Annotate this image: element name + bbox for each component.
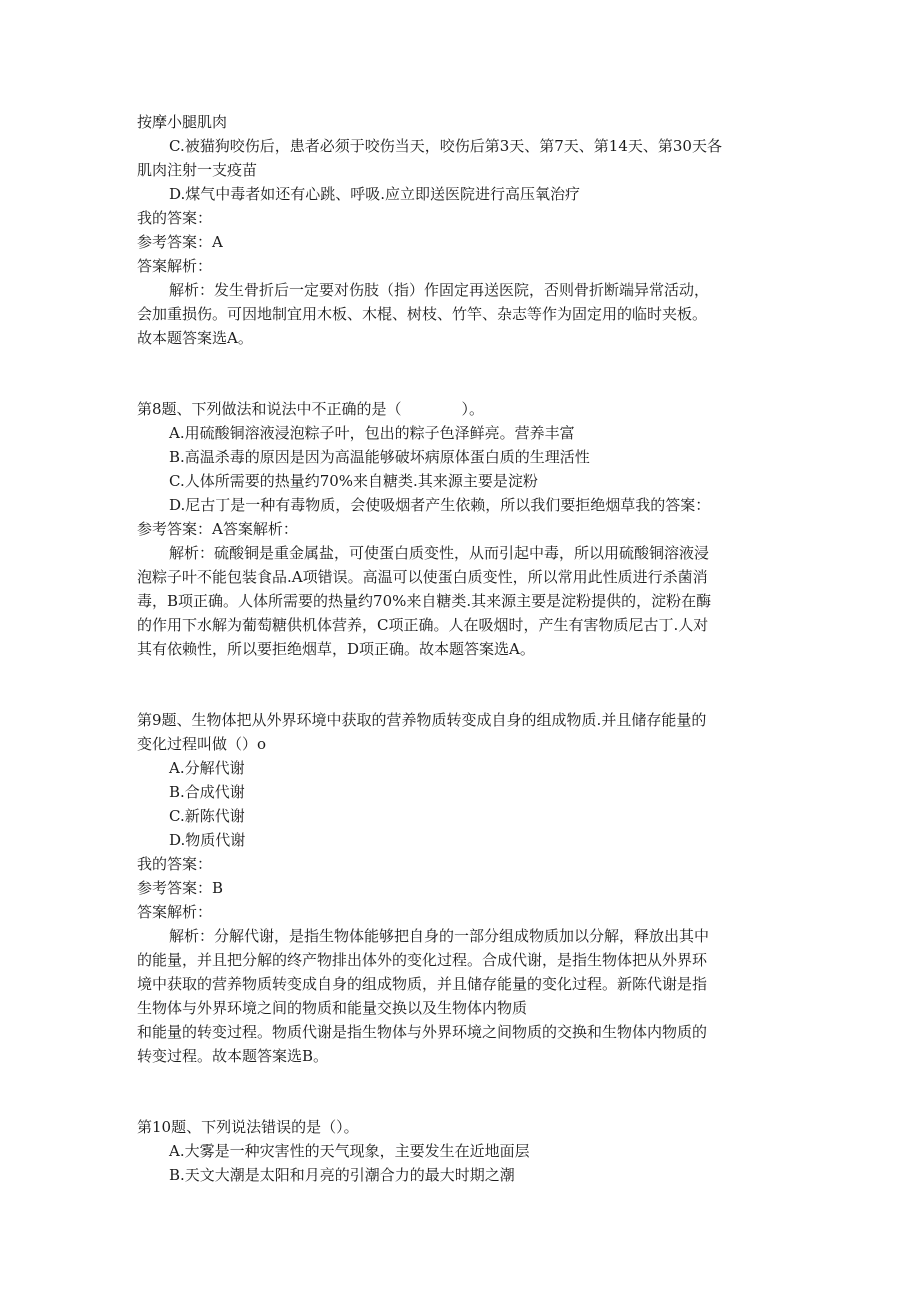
option-d: D.煤气中毒者如还有心跳、呼吸.应立即送医院进行高压氧治疗 xyxy=(169,185,581,203)
document-page xyxy=(137,110,787,1187)
option-a: A.分解代谢 xyxy=(169,759,245,777)
my-answer: 我的答案： xyxy=(137,209,213,227)
option-d: D.物质代谢 xyxy=(169,831,246,849)
analysis-line: 解析：分解代谢，是指生物体能够把自身的一部分组成物质加以分解，释放出其中 xyxy=(169,927,710,945)
section-gap xyxy=(137,661,787,708)
option-b: B.合成代谢 xyxy=(169,783,245,801)
question-text-continuation: 变化过程叫做（）o xyxy=(137,735,267,753)
analysis-line: 毒，B项正确。人体所需要的热量约70%来自糖类.其来源主要是淀粉提供的，淀粉在酶 xyxy=(137,592,712,610)
section-gap xyxy=(137,1068,787,1115)
option-c: C.被猫狗咬伤后，患者必须于咬伤当天，咬伤后第3天、第7天、第14天、第30天各 xyxy=(169,137,722,155)
option-a: A.大雾是一种灾害性的天气现象，主要发生在近地面层 xyxy=(169,1142,530,1160)
reference-answer: 参考答案：B xyxy=(137,879,224,897)
analysis-line: 境中获取的营养物质转变成自身的组成物质，并且储存能量的变化过程。新陈代谢是指 xyxy=(137,975,708,993)
analysis-line: 的作用下水解为葡萄糖供机体营养，C项正确。人在吸烟时，产生有害物质尼古丁.人对 xyxy=(137,616,709,634)
analysis-line: 生物体与外界环境之间的物质和能量交换以及生物体内物质 xyxy=(137,999,528,1017)
question-10 xyxy=(137,1115,787,1187)
question-text: 第10题、下列说法错误的是（）。 xyxy=(137,1118,359,1136)
analysis-label: 答案解析： xyxy=(137,903,213,921)
option-c: C.人体所需要的热量约70%来自糖类.其来源主要是淀粉 xyxy=(169,472,538,490)
option-b-continuation: 按摩小腿肌肉 xyxy=(137,113,228,131)
analysis-line: 故本题答案选A。 xyxy=(137,329,253,347)
analysis-line: 其有依赖性，所以要拒绝烟草，D项正确。故本题答案选A。 xyxy=(137,640,535,658)
analysis-line: 的能量，并且把分解的终产物排出体外的变化过程。合成代谢，是指生物体把从外界环 xyxy=(137,951,708,969)
analysis-line: 会加重损伤。可因地制宜用木板、木棍、树枝、竹竿、杂志等作为固定用的临时夹板。 xyxy=(137,305,708,323)
reference-answer: 参考答案：A xyxy=(137,233,223,251)
question-7-tail xyxy=(137,110,787,350)
analysis-line: 解析：硫酸铜是重金属盐，可使蛋白质变性，从而引起中毒，所以用硫酸铜溶液浸 xyxy=(169,544,710,562)
option-d: D.尼古丁是一种有毒物质，会使吸烟者产生依赖，所以我们要拒绝烟草我的答案： xyxy=(169,496,711,514)
option-b: B.天文大潮是太阳和月亮的引潮合力的最大时期之潮 xyxy=(169,1166,515,1184)
reference-answer: 参考答案：A答案解析： xyxy=(137,520,298,538)
question-text: 第9题、生物体把从外界环境中获取的营养物质转变成自身的组成物质.并且储存能量的 xyxy=(137,711,707,729)
analysis-label: 答案解析： xyxy=(137,257,213,275)
section-gap xyxy=(137,350,787,397)
question-9 xyxy=(137,708,787,1068)
option-b: B.高温杀毒的原因是因为高温能够破坏病原体蛋白质的生理活性 xyxy=(169,448,590,466)
option-a: A.用硫酸铜溶液浸泡粽子叶，包出的粽子色泽鲜亮。营养丰富 xyxy=(169,424,575,442)
option-c-continuation: 肌肉注射一支疫苗 xyxy=(137,161,258,179)
my-answer: 我的答案： xyxy=(137,855,213,873)
analysis-line: 泡粽子叶不能包装食品.A项错误。高温可以使蛋白质变性，所以常用此性质进行杀菌消 xyxy=(137,568,708,586)
analysis-line: 和能量的转变过程。物质代谢是指生物体与外界环境之间物质的交换和生物体内物质的 xyxy=(137,1023,708,1041)
option-c: C.新陈代谢 xyxy=(169,807,245,825)
question-text: 第8题、下列做法和说法中不正确的是（ ）。 xyxy=(137,400,485,418)
analysis-line: 解析：发生骨折后一定要对伤肢（指）作固定再送医院，否则骨折断端异常活动， xyxy=(169,281,710,299)
analysis-line: 转变过程。故本题答案选B。 xyxy=(137,1047,329,1065)
question-8 xyxy=(137,397,787,661)
